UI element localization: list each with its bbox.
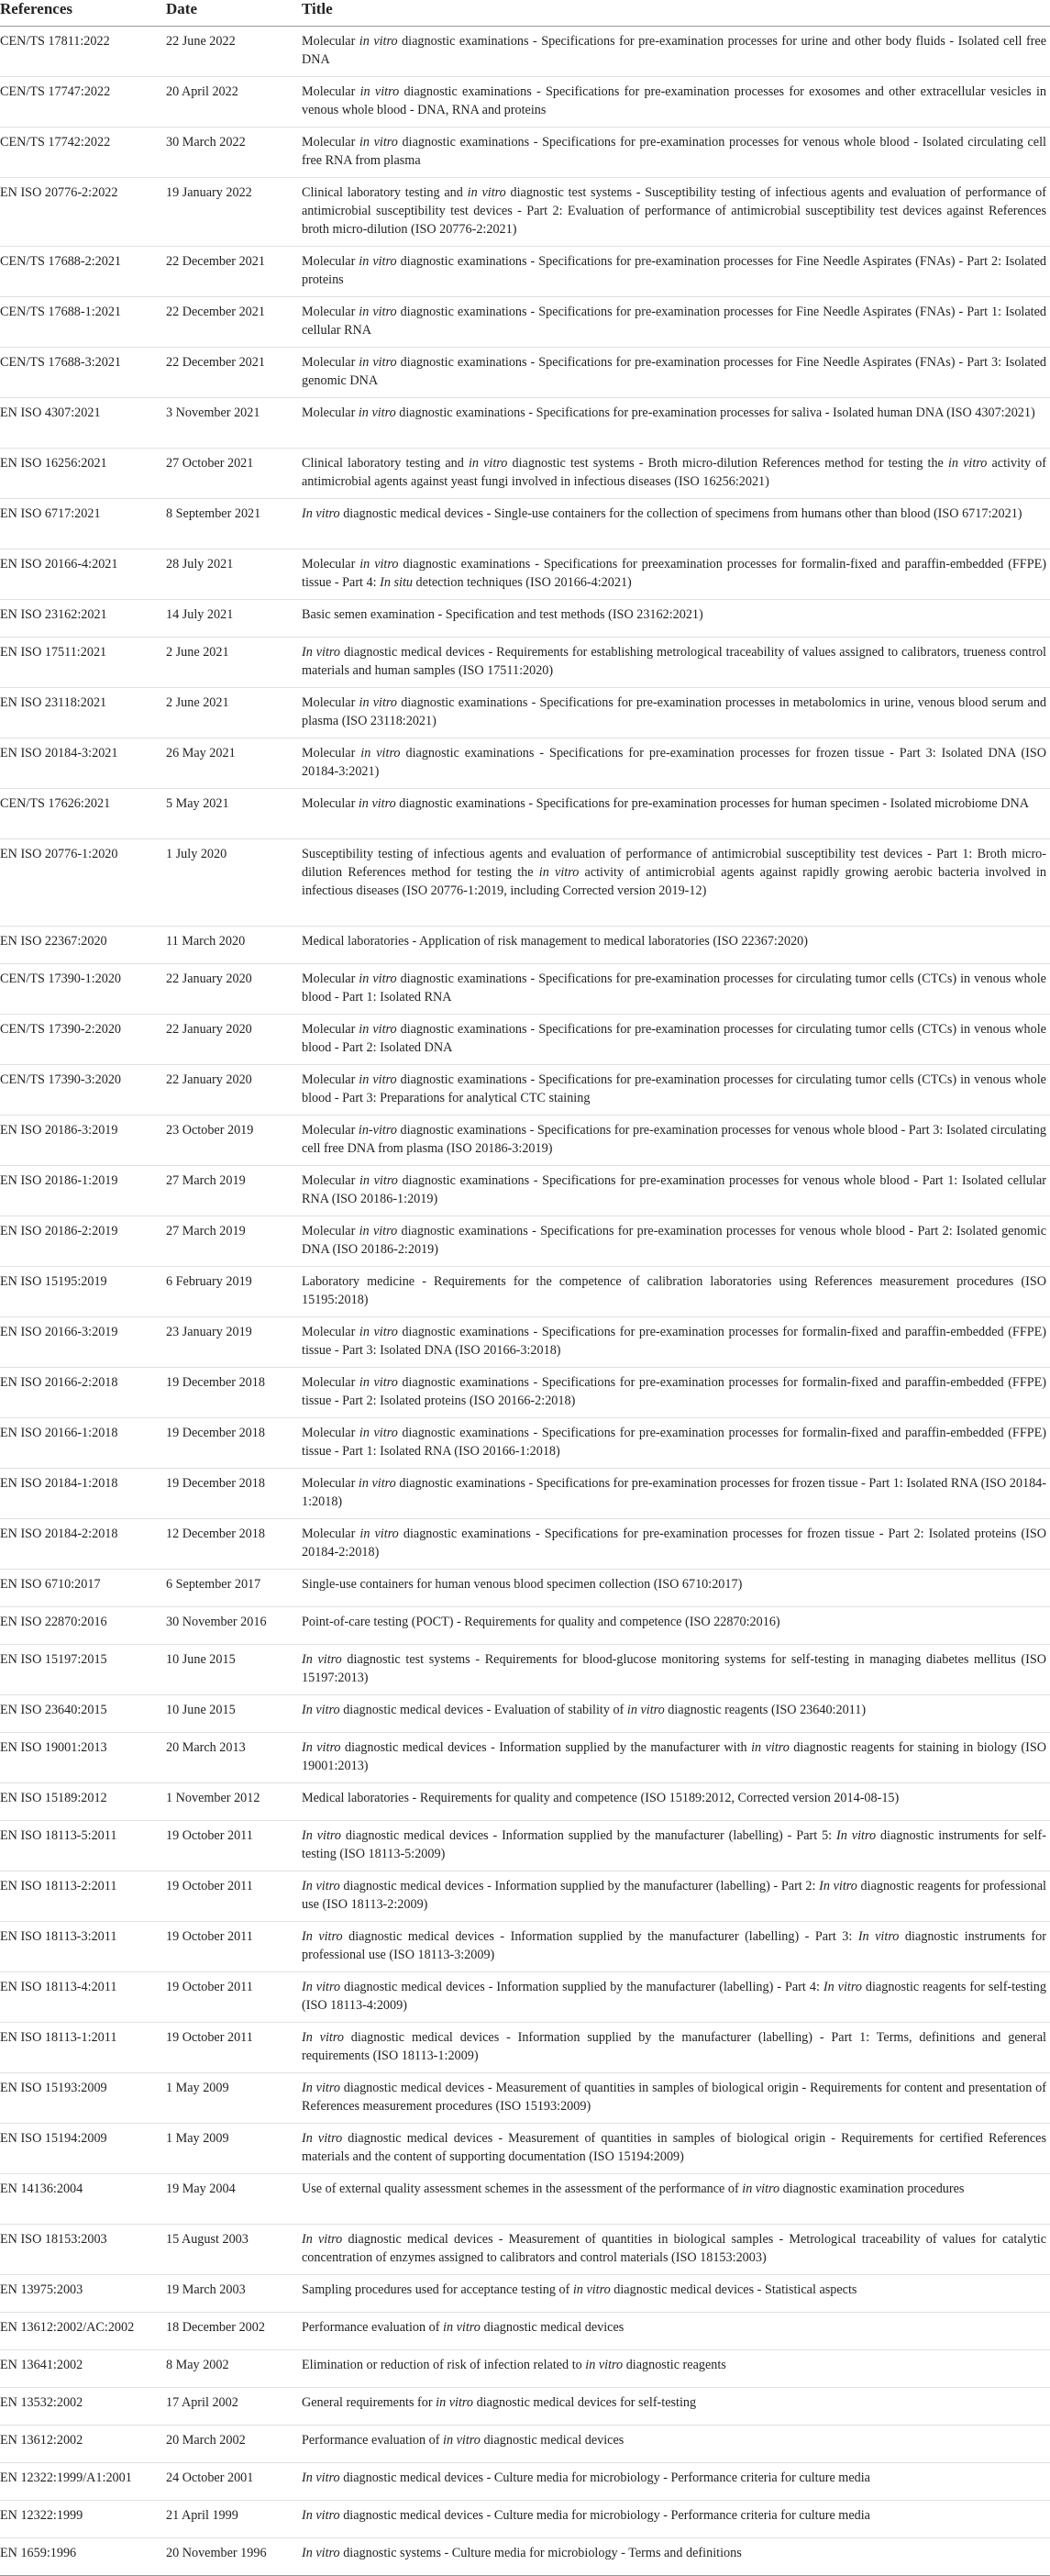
table-row [0,638,1050,688]
table-row [0,738,1050,789]
cell-title: Molecular in vitro diagnostic examinations - Specifications for pre-examination processes for venous whole blood - Part 2: Isolated genomic DNA (ISO 20186-2:2019) [302,1216,1050,1267]
table-row [0,77,1050,128]
cell-title: In vitro diagnostic medical devices - Measurement of quantities in samples of biological origin - Requirements for certified References materials and the content of supporting documentation (ISO 15194:2009) [302,2124,1050,2174]
table-row [0,2275,1050,2313]
cell-reference: CEN/TS 17626:2021 [0,789,166,839]
cell-date: 26 May 2021 [166,738,302,789]
table-row [0,1570,1050,1607]
cell-date: 30 March 2022 [166,128,302,178]
cell-date: 22 December 2021 [166,348,302,398]
cell-date: 5 May 2021 [166,789,302,839]
table-row [0,2388,1050,2426]
cell-date: 20 March 2013 [166,1733,302,1783]
cell-date: 19 December 2018 [166,1418,302,1469]
cell-reference: EN ISO 23640:2015 [0,1695,166,1733]
table-row [0,1695,1050,1733]
cell-title: Molecular in vitro diagnostic examinations - Specifications for pre-examination processes for circulating tumor cells (CTCs) in venous whole blood - Part 3: Preparations for analytical CTC staining [302,1065,1050,1116]
cell-date: 27 March 2019 [166,1216,302,1267]
cell-date: 28 July 2021 [166,550,302,600]
cell-reference: CEN/TS 17390-2:2020 [0,1015,166,1065]
cell-title: Molecular in vitro diagnostic examinations - Specifications for pre-examination processes for human specimen - Isolated microbiome DNA [302,789,1050,839]
cell-title: Clinical laboratory testing and in vitro diagnostic test systems - Susceptibility testing of infectious agents and evaluation of performance of antimicrobial susceptibility test devices - Part 2: Evaluation of performance of antimicrobial susceptibility test devices against References broth micro-dilution (ISO 20776-2:2021) [302,178,1050,247]
cell-title: In vitro diagnostic medical devices - Measurement of quantities in samples of biological origin - Requirements for content and presentation of References measurement procedures (ISO 15193:2009) [302,2073,1050,2124]
cell-date: 19 May 2004 [166,2174,302,2225]
cell-date: 19 October 2011 [166,1871,302,1922]
cell-reference: EN ISO 15197:2015 [0,1645,166,1695]
cell-reference: EN 13975:2003 [0,2275,166,2313]
cell-date: 22 December 2021 [166,297,302,348]
cell-date: 24 October 2001 [166,2463,302,2501]
cell-title: In vitro diagnostic medical devices - Culture media for microbiology - Performance criteria for culture media [302,2463,1050,2501]
table-row [0,1065,1050,1116]
table-row [0,348,1050,398]
cell-date: 22 January 2020 [166,1065,302,1116]
table-row [0,178,1050,247]
cell-reference: CEN/TS 17688-2:2021 [0,247,166,297]
cell-reference: CEN/TS 17747:2022 [0,77,166,128]
cell-date: 19 December 2018 [166,1469,302,1519]
table-row [0,27,1050,77]
table-row [0,449,1050,499]
cell-reference: EN ISO 22367:2020 [0,927,166,964]
cell-reference: CEN/TS 17811:2022 [0,27,166,77]
table-body [0,27,1050,2576]
cell-title: In vitro diagnostic medical devices - Requirements for establishing metrological traceability of values assigned to calibrators, trueness control materials and human samples (ISO 17511:2020) [302,638,1050,688]
table-row [0,2023,1050,2073]
table-row [0,2426,1050,2463]
cell-date: 10 June 2015 [166,1645,302,1695]
cell-reference: EN ISO 15193:2009 [0,2073,166,2124]
table-row [0,2225,1050,2275]
cell-date: 8 September 2021 [166,499,302,550]
table-row [0,2538,1050,2576]
cell-reference: CEN/TS 17742:2022 [0,128,166,178]
cell-title: Susceptibility testing of infectious agents and evaluation of performance of antimicrobial susceptibility test devices - Part 1: Broth micro-dilution References method for testing the in vitro activity of antimicrobial agents against rapidly growing aerobic bacteria involved in infectious diseases (ISO 20776-1:2019, including Corrected version 2019-12) [302,839,1050,927]
table-row [0,1645,1050,1695]
cell-title: In vitro diagnostic medical devices - Information supplied by the manufacturer (labelling) - Part 1: Terms, definitions and general requirements (ISO 18113-1:2009) [302,2023,1050,2073]
cell-title: Molecular in vitro diagnostic examinations - Specifications for pre-examination processes for frozen tissue - Part 1: Isolated RNA (ISO 20184-1:2018) [302,1469,1050,1519]
cell-title: In vitro diagnostic medical devices - Information supplied by the manufacturer (labelling) - Part 4: In vitro diagnostic reagents for self-testing (ISO 18113-4:2009) [302,1972,1050,2023]
cell-reference: CEN/TS 17688-1:2021 [0,297,166,348]
cell-date: 12 December 2018 [166,1519,302,1570]
cell-date: 18 December 2002 [166,2313,302,2350]
cell-date: 23 October 2019 [166,1116,302,1166]
cell-reference: EN ISO 20166-2:2018 [0,1368,166,1418]
cell-reference: EN ISO 19001:2013 [0,1733,166,1783]
cell-reference: CEN/TS 17688-3:2021 [0,348,166,398]
cell-title: Sampling procedures used for acceptance testing of in vitro diagnostic medical devices - Statistical aspects [302,2275,1050,2313]
cell-title: Molecular in vitro diagnostic examinations - Specifications for pre-examination processes for formalin-fixed and paraffin-embedded (FFPE) tissue - Part 1: Isolated RNA (ISO 20166-1:2018) [302,1418,1050,1469]
cell-reference: EN ISO 22870:2016 [0,1607,166,1645]
cell-title: Molecular in-vitro diagnostic examinations - Specifications for pre-examination processes for venous whole blood - Part 3: Isolated circulating cell free DNA from plasma (ISO 20186-3:2019) [302,1116,1050,1166]
cell-title: Molecular in vitro diagnostic examinations - Specifications for pre-examination processes for frozen tissue - Part 3: Isolated DNA (ISO 20184-3:2021) [302,738,1050,789]
cell-title: In vitro diagnostic medical devices - Single-use containers for the collection of specimens from humans other than blood (ISO 6717:2021) [302,499,1050,550]
cell-title: Molecular in vitro diagnostic examinations - Specifications for pre-examination processes for Fine Needle Aspirates (FNAs) - Part 3: Isolated genomic DNA [302,348,1050,398]
cell-reference: EN 13612:2002/AC:2002 [0,2313,166,2350]
table-row [0,2313,1050,2350]
table-row [0,1972,1050,2023]
cell-title: In vitro diagnostic systems - Culture media for microbiology - Terms and definitions [302,2538,1050,2576]
table-row [0,600,1050,638]
cell-date: 15 August 2003 [166,2225,302,2275]
cell-date: 30 November 2016 [166,1607,302,1645]
header-date: Date [166,0,302,27]
cell-reference: EN ISO 17511:2021 [0,638,166,688]
cell-reference: EN ISO 20776-2:2022 [0,178,166,247]
cell-reference: EN ISO 16256:2021 [0,449,166,499]
cell-reference: EN ISO 6717:2021 [0,499,166,550]
table-row [0,839,1050,927]
cell-title: Molecular in vitro diagnostic examinations - Specifications for pre-examination processes for venous whole blood - Part 1: Isolated cellular RNA (ISO 20186-1:2019) [302,1166,1050,1216]
cell-reference: EN ISO 6710:2017 [0,1570,166,1607]
cell-title: Molecular in vitro diagnostic examinations - Specifications for pre-examination processes for formalin-fixed and paraffin-embedded (FFPE) tissue - Part 3: Isolated DNA (ISO 20166-3:2018) [302,1317,1050,1368]
table-row [0,2501,1050,2538]
table-row [0,128,1050,178]
header-references: References [0,0,166,27]
cell-title: Performance evaluation of in vitro diagnostic medical devices [302,2426,1050,2463]
cell-reference: EN ISO 18113-5:2011 [0,1821,166,1871]
header-title: Title [302,0,1050,27]
cell-title: Single-use containers for human venous blood specimen collection (ISO 6710:2017) [302,1570,1050,1607]
cell-title: In vitro diagnostic medical devices - Evaluation of stability of in vitro diagnostic reagents (ISO 23640:2011) [302,1695,1050,1733]
cell-date: 10 June 2015 [166,1695,302,1733]
table-row [0,964,1050,1015]
cell-reference: EN ISO 20184-3:2021 [0,738,166,789]
cell-reference: EN ISO 23162:2021 [0,600,166,638]
cell-reference: EN ISO 18113-4:2011 [0,1972,166,2023]
cell-title: Medical laboratories - Application of risk management to medical laboratories (ISO 22367:2020) [302,927,1050,964]
table-row [0,789,1050,839]
cell-title: Performance evaluation of in vitro diagnostic medical devices [302,2313,1050,2350]
cell-date: 19 October 2011 [166,1972,302,2023]
cell-title: In vitro diagnostic medical devices - Measurement of quantities in biological samples - Metrological traceability of values for catalytic concentration of enzymes assigned to calibrators and control materials (ISO 18153:2003) [302,2225,1050,2275]
cell-title: In vitro diagnostic medical devices - Culture media for microbiology - Performance criteria for culture media [302,2501,1050,2538]
table-row [0,1166,1050,1216]
cell-date: 22 June 2022 [166,27,302,77]
cell-reference: EN ISO 15194:2009 [0,2124,166,2174]
cell-date: 6 September 2017 [166,1570,302,1607]
cell-date: 19 January 2022 [166,178,302,247]
cell-title: Laboratory medicine - Requirements for the competence of calibration laboratories using References measurement procedures (ISO 15195:2018) [302,1267,1050,1317]
cell-title: Molecular in vitro diagnostic examinations - Specifications for pre-examination processes for circulating tumor cells (CTCs) in venous whole blood - Part 1: Isolated RNA [302,964,1050,1015]
cell-reference: EN 12322:1999 [0,2501,166,2538]
cell-date: 1 November 2012 [166,1783,302,1821]
cell-title: In vitro diagnostic medical devices - Information supplied by the manufacturer with in vitro diagnostic reagents for staining in biology (ISO 19001:2013) [302,1733,1050,1783]
cell-reference: EN ISO 18113-3:2011 [0,1922,166,1972]
table-row [0,1469,1050,1519]
cell-date: 19 October 2011 [166,1922,302,1972]
table-row [0,1519,1050,1570]
table-header-row [0,0,1050,27]
table-row [0,1607,1050,1645]
cell-title: Molecular in vitro diagnostic examinations - Specifications for pre-examination processes for Fine Needle Aspirates (FNAs) - Part 1: Isolated cellular RNA [302,297,1050,348]
table-row [0,1015,1050,1065]
table-row [0,2174,1050,2225]
table-row [0,2350,1050,2388]
cell-date: 27 October 2021 [166,449,302,499]
cell-date: 1 May 2009 [166,2073,302,2124]
cell-title: Molecular in vitro diagnostic examinations - Specifications for pre-examination processes in metabolomics in urine, venous blood serum and plasma (ISO 23118:2021) [302,688,1050,738]
table-row [0,297,1050,348]
cell-date: 20 March 2002 [166,2426,302,2463]
cell-reference: CEN/TS 17390-3:2020 [0,1065,166,1116]
cell-reference: EN ISO 18113-2:2011 [0,1871,166,1922]
cell-date: 20 November 1996 [166,2538,302,2576]
cell-date: 17 April 2002 [166,2388,302,2426]
cell-title: Molecular in vitro diagnostic examinations - Specifications for pre-examination processes for formalin-fixed and paraffin-embedded (FFPE) tissue - Part 2: Isolated proteins (ISO 20166-2:2018) [302,1368,1050,1418]
table-row [0,1216,1050,1267]
cell-date: 20 April 2022 [166,77,302,128]
table-row [0,688,1050,738]
cell-reference: EN ISO 20186-2:2019 [0,1216,166,1267]
table-row [0,1821,1050,1871]
cell-title: Molecular in vitro diagnostic examinations - Specifications for pre-examination processes for exosomes and other extracellular vesicles in venous whole blood - DNA, RNA and proteins [302,77,1050,128]
table-row [0,2124,1050,2174]
cell-reference: CEN/TS 17390-1:2020 [0,964,166,1015]
cell-date: 1 May 2009 [166,2124,302,2174]
table-row [0,1922,1050,1972]
cell-date: 11 March 2020 [166,927,302,964]
table-row [0,2073,1050,2124]
cell-date: 14 July 2021 [166,600,302,638]
cell-title: In vitro diagnostic test systems - Requirements for blood-glucose monitoring systems for self-testing in managing diabetes mellitus (ISO 15197:2013) [302,1645,1050,1695]
cell-reference: EN ISO 18113-1:2011 [0,2023,166,2073]
cell-title: Molecular in vitro diagnostic examinations - Specifications for pre-examination processes for venous whole blood - Isolated circulating cell free RNA from plasma [302,128,1050,178]
cell-reference: EN 13641:2002 [0,2350,166,2388]
table-row [0,927,1050,964]
cell-reference: EN ISO 23118:2021 [0,688,166,738]
cell-date: 2 June 2021 [166,638,302,688]
table-row [0,1418,1050,1469]
cell-title: Elimination or reduction of risk of infection related to in vitro diagnostic reagents [302,2350,1050,2388]
table-row [0,2463,1050,2501]
cell-reference: EN 14136:2004 [0,2174,166,2225]
cell-date: 19 October 2011 [166,1821,302,1871]
cell-reference: EN ISO 15189:2012 [0,1783,166,1821]
cell-reference: EN ISO 18153:2003 [0,2225,166,2275]
cell-reference: EN 13612:2002 [0,2426,166,2463]
cell-reference: EN ISO 20166-4:2021 [0,550,166,600]
cell-reference: EN ISO 20186-1:2019 [0,1166,166,1216]
cell-date: 8 May 2002 [166,2350,302,2388]
cell-date: 22 December 2021 [166,247,302,297]
cell-date: 19 October 2011 [166,2023,302,2073]
cell-reference: EN ISO 20166-3:2019 [0,1317,166,1368]
cell-date: 27 March 2019 [166,1166,302,1216]
table-row [0,1116,1050,1166]
cell-reference: EN ISO 4307:2021 [0,398,166,449]
cell-date: 1 July 2020 [166,839,302,927]
cell-title: Molecular in vitro diagnostic examinations - Specifications for pre-examination processes for urine and other body fluids - Isolated cell free DNA [302,27,1050,77]
cell-date: 6 February 2019 [166,1267,302,1317]
cell-reference: EN ISO 20776-1:2020 [0,839,166,927]
table-row [0,1368,1050,1418]
cell-title: Clinical laboratory testing and in vitro diagnostic test systems - Broth micro-dilution References method for testing the in vitro activity of antimicrobial agents against yeast fungi involved in infectious diseases (ISO 16256:2021) [302,449,1050,499]
table-row [0,1317,1050,1368]
table-row [0,1733,1050,1783]
cell-reference: EN ISO 15195:2019 [0,1267,166,1317]
table-row [0,1267,1050,1317]
cell-reference: EN ISO 20186-3:2019 [0,1116,166,1166]
cell-reference: EN 13532:2002 [0,2388,166,2426]
cell-title: In vitro diagnostic medical devices - Information supplied by the manufacturer (labelling) - Part 3: In vitro diagnostic instruments for professional use (ISO 18113-3:2009) [302,1922,1050,1972]
table-row [0,1783,1050,1821]
cell-title: Molecular in vitro diagnostic examinations - Specifications for pre-examination processes for frozen tissue - Part 2: Isolated proteins (ISO 20184-2:2018) [302,1519,1050,1570]
cell-date: 2 June 2021 [166,688,302,738]
cell-date: 3 November 2021 [166,398,302,449]
cell-title: Basic semen examination - Specification and test methods (ISO 23162:2021) [302,600,1050,638]
cell-date: 22 January 2020 [166,1015,302,1065]
cell-reference: EN 12322:1999/A1:2001 [0,2463,166,2501]
cell-title: Molecular in vitro diagnostic examinations - Specifications for pre-examination processes for saliva - Isolated human DNA (ISO 4307:2021) [302,398,1050,449]
cell-date: 21 April 1999 [166,2501,302,2538]
cell-title: Point-of-care testing (POCT) - Requirements for quality and competence (ISO 22870:2016) [302,1607,1050,1645]
table-row [0,1871,1050,1922]
table-row [0,398,1050,449]
cell-title: In vitro diagnostic medical devices - Information supplied by the manufacturer (labelling) - Part 2: In vitro diagnostic reagents for professional use (ISO 18113-2:2009) [302,1871,1050,1922]
cell-reference: EN 1659:1996 [0,2538,166,2576]
cell-date: 19 March 2003 [166,2275,302,2313]
cell-title: General requirements for in vitro diagnostic medical devices for self-testing [302,2388,1050,2426]
cell-date: 23 January 2019 [166,1317,302,1368]
cell-date: 22 January 2020 [166,964,302,1015]
table-row [0,550,1050,600]
cell-title: In vitro diagnostic medical devices - Information supplied by the manufacturer (labelling) - Part 5: In vitro diagnostic instruments for self-testing (ISO 18113-5:2009) [302,1821,1050,1871]
cell-title: Use of external quality assessment schemes in the assessment of the performance of in vitro diagnostic examination procedures [302,2174,1050,2225]
cell-title: Molecular in vitro diagnostic examinations - Specifications for pre-examination processes for Fine Needle Aspirates (FNAs) - Part 2: Isolated proteins [302,247,1050,297]
table-row [0,499,1050,550]
cell-reference: EN ISO 20184-2:2018 [0,1519,166,1570]
table-row [0,247,1050,297]
cell-title: Molecular in vitro diagnostic examinations - Specifications for preexamination processes for formalin-fixed and paraffin-embedded (FFPE) tissue - Part 4: In situ detection techniques (ISO 20166-4:2021) [302,550,1050,600]
cell-date: 19 December 2018 [166,1368,302,1418]
cell-title: Molecular in vitro diagnostic examinations - Specifications for pre-examination processes for circulating tumor cells (CTCs) in venous whole blood - Part 2: Isolated DNA [302,1015,1050,1065]
cell-reference: EN ISO 20166-1:2018 [0,1418,166,1469]
cell-reference: EN ISO 20184-1:2018 [0,1469,166,1519]
cell-title: Medical laboratories - Requirements for quality and competence (ISO 15189:2012, Corrected version 2014-08-15) [302,1783,1050,1821]
